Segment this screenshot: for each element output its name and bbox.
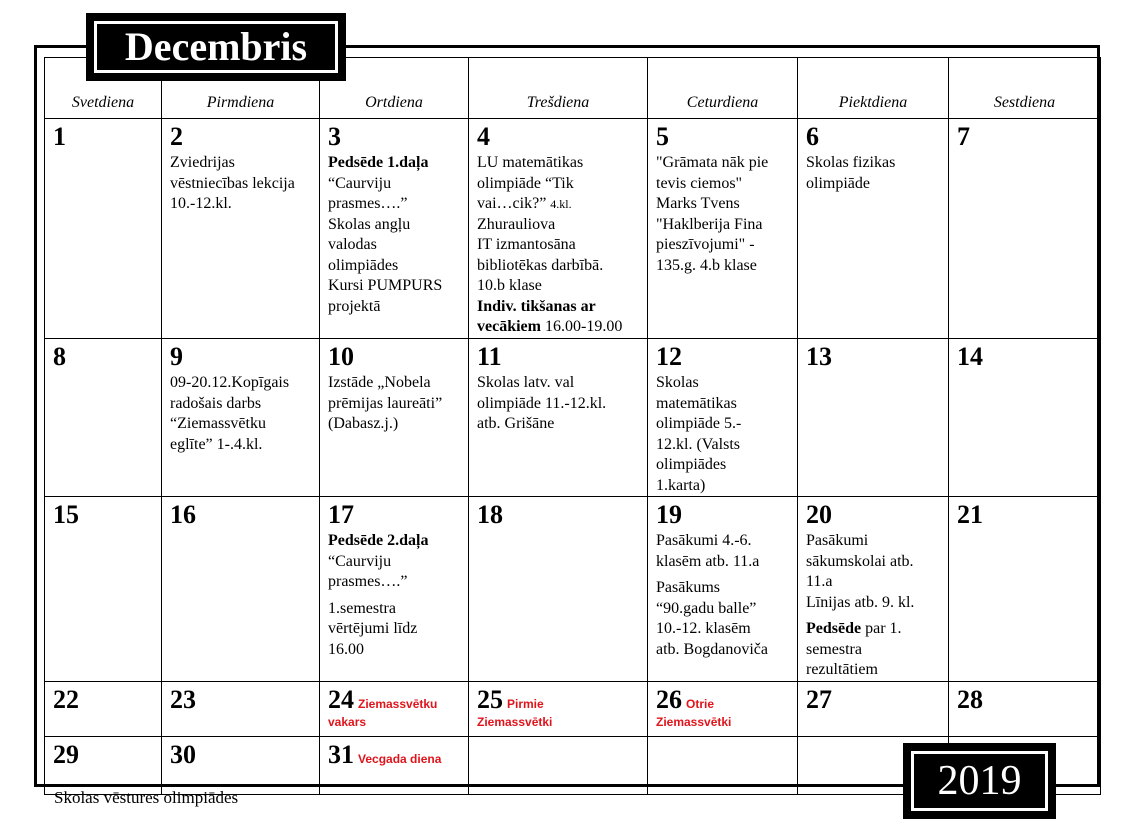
event-text: Pasākumi 4.-6.	[656, 532, 752, 549]
event-text: klasēm atb. 11.a	[656, 552, 760, 570]
event-text: 135.g. 4.b klase	[656, 256, 757, 274]
event-text: semestra	[806, 640, 862, 658]
day-cell-12	[648, 339, 798, 497]
day-number: 26	[656, 684, 682, 714]
weekday-tuesday: Ortdiena	[320, 58, 469, 119]
event-text: "Grāmata nāk pie	[656, 154, 769, 171]
event-text: projektā	[328, 297, 381, 315]
day-cell-3	[320, 119, 469, 339]
event-text: Zviedrijas	[170, 154, 235, 171]
event-text: olimpiāde	[806, 174, 870, 192]
day-cell-9	[162, 339, 320, 497]
day-number: 30	[170, 739, 196, 769]
day-cell-28	[949, 681, 1101, 736]
event-text: “Caurviju	[328, 552, 392, 570]
weekday-thursday: Ceturdiena	[648, 58, 798, 119]
week-row-1	[45, 119, 1101, 339]
event-text: tevis ciemos"	[656, 174, 743, 192]
day-number: 12	[656, 342, 682, 371]
day-number: 25	[477, 684, 503, 714]
event-text: bibliotēkas darbībā.	[477, 256, 604, 274]
day-number: 15	[53, 500, 79, 529]
day-number: 3	[328, 122, 341, 151]
event-text: Pasākumi	[806, 532, 869, 549]
day-cell-2	[162, 119, 320, 339]
day-number: 9	[170, 342, 183, 371]
weekday-wednesday: Trešdiena	[469, 58, 648, 119]
day-number: 13	[806, 342, 832, 371]
day-number: 22	[53, 684, 79, 714]
event-title: Pedsēde 1.daļa	[328, 154, 429, 171]
day-number: 1	[53, 122, 66, 151]
event-text: Zhurauliova	[477, 215, 556, 233]
day-cell-21	[949, 497, 1101, 682]
event-text: Skolas	[656, 374, 699, 391]
event-text: atb. Bogdanoviča	[656, 640, 768, 658]
day-number: 18	[477, 500, 503, 529]
day-cell-29	[45, 736, 162, 794]
event-text: IT izmantosāna	[477, 236, 576, 253]
week-row-2	[45, 339, 1101, 497]
event-text: vai…cik?” 4.kl.	[477, 195, 572, 212]
day-cell-31	[320, 736, 469, 794]
holiday-label: vakars	[328, 715, 367, 729]
event-text: eglīte” 1-.4.kl.	[170, 435, 263, 453]
event-text: valodas	[328, 236, 377, 253]
event-text: Skolas latv. val	[477, 374, 575, 391]
event-text: radošais darbs	[170, 394, 262, 412]
day-cell-20	[798, 497, 949, 682]
day-cell-5	[648, 119, 798, 339]
day-number: 24	[328, 684, 354, 714]
event-text: 12.kl. (Valsts	[656, 435, 740, 453]
week-row-4	[45, 681, 1101, 736]
event-text: olimpiāde 11.-12.kl.	[477, 394, 607, 412]
day-cell-13	[798, 339, 949, 497]
event-title: Indiv. tikšanas ar	[477, 297, 596, 315]
event-text: “90.gadu balle”	[656, 599, 757, 617]
day-number: 17	[328, 500, 354, 529]
event-text: Skolas fizikas	[806, 154, 896, 171]
event-text: 1.karta)	[656, 476, 706, 494]
holiday-label: Vecgada diena	[358, 751, 442, 766]
day-number: 16	[170, 500, 196, 529]
day-cell-16	[162, 497, 320, 682]
event-text: rezultātiem	[806, 661, 878, 678]
day-number: 5	[656, 122, 669, 151]
event-text: LU matemātikas	[477, 154, 584, 171]
event-text: atb. Grišāne	[477, 415, 555, 432]
day-number: 14	[957, 342, 983, 371]
day-cell-8	[45, 339, 162, 497]
event-text: olimpiādes	[656, 456, 727, 473]
holiday-label: Ziemassvētki	[656, 715, 732, 729]
event-text: pieszīvojumi" -	[656, 236, 755, 253]
day-number: 21	[957, 500, 983, 529]
day-cell-19	[648, 497, 798, 682]
day-number: 11	[477, 342, 502, 371]
holiday-label: Ziemassvētku	[358, 696, 438, 711]
event-text: 1.semestra	[328, 599, 396, 617]
holiday-label: Otrie	[686, 696, 715, 711]
event-text: sākumskolai atb.	[806, 552, 914, 570]
event-text: olimpiāde “Tik	[477, 174, 574, 192]
event-text: “Ziemassvētku	[170, 415, 266, 432]
event-text: prēmijas laureāti”	[328, 394, 443, 412]
day-number: 6	[806, 122, 819, 151]
event-text: Pasākums	[656, 579, 720, 596]
event-text: prasmes….”	[328, 195, 408, 212]
event-text: olimpiādes	[328, 256, 399, 274]
day-cell-23	[162, 681, 320, 736]
day-number: 27	[806, 684, 832, 714]
day-number: 23	[170, 684, 196, 714]
day-number: 4	[477, 122, 490, 151]
year-box	[903, 743, 1056, 819]
event-text: matemātikas	[656, 394, 737, 412]
month-title: Decembris	[97, 24, 335, 70]
day-cell-24	[320, 681, 469, 736]
day-cell-27	[798, 681, 949, 736]
day-cell-17	[320, 497, 469, 682]
day-number: 7	[957, 122, 970, 151]
week-row-3	[45, 497, 1101, 682]
event-text: Kursi PUMPURS	[328, 277, 443, 294]
event-text: 11.a	[806, 573, 833, 590]
event-text: vērtējumi līdz	[328, 620, 418, 637]
day-number: 31	[328, 739, 354, 769]
empty-cell	[469, 736, 648, 794]
weekday-saturday: Sestdiena	[949, 58, 1101, 119]
event-text: "Haklberija Fina	[656, 215, 763, 233]
event-text: (Dabasz.j.)	[328, 415, 399, 432]
day-cell-25	[469, 681, 648, 736]
event-text: “Caurviju	[328, 174, 392, 192]
day-cell-4	[469, 119, 648, 339]
day-cell-1	[45, 119, 162, 339]
event-text: Skolas angļu	[328, 215, 411, 233]
event-text: prasmes….”	[328, 573, 408, 590]
holiday-label: Ziemassvētki	[477, 715, 553, 729]
day-cell-15	[45, 497, 162, 682]
day-cell-6	[798, 119, 949, 339]
day-cell-22	[45, 681, 162, 736]
weekday-sunday: Svetdiena	[45, 58, 162, 119]
event-text: Pedsēde par 1.	[806, 620, 902, 637]
day-number: 28	[957, 684, 983, 714]
event-text: Marks Tvens	[656, 195, 740, 212]
footer-note: Skolas vēstures olimpiādes	[54, 788, 239, 807]
year-label: 2019	[914, 754, 1045, 808]
day-cell-11	[469, 339, 648, 497]
day-cell-18	[469, 497, 648, 682]
day-number: 8	[53, 342, 66, 371]
weekday-monday: Pirmdiena	[162, 58, 320, 119]
empty-cell	[648, 736, 798, 794]
day-number: 29	[53, 739, 79, 769]
day-number: 20	[806, 500, 832, 529]
event-text: 09-20.12.Kopīgais	[170, 374, 290, 391]
day-cell-26	[648, 681, 798, 736]
day-number: 10	[328, 342, 354, 371]
month-title-box	[86, 13, 346, 81]
event-text: vecākiem 16.00-19.00	[477, 318, 623, 335]
event-text: 10.-12. klasēm	[656, 620, 751, 637]
calendar-grid	[44, 57, 1101, 795]
event-text: Līnijas atb. 9. kl.	[806, 593, 915, 611]
event-text: vēstniecības lekcija	[170, 174, 295, 192]
weekday-friday: Piektdiena	[798, 58, 949, 119]
day-cell-10	[320, 339, 469, 497]
day-cell-7	[949, 119, 1101, 339]
event-text: 16.00	[328, 640, 364, 658]
day-number: 2	[170, 122, 183, 151]
event-title: Pedsēde 2.daļa	[328, 532, 429, 549]
day-cell-14	[949, 339, 1101, 497]
event-text: olimpiāde 5.-	[656, 415, 742, 432]
event-text: Izstāde „Nobela	[328, 374, 431, 391]
day-cell-30	[162, 736, 320, 794]
event-text: 10.-12.kl.	[170, 195, 232, 212]
holiday-label: Pirmie	[507, 696, 544, 711]
event-text: 10.b klase	[477, 277, 542, 294]
day-number: 19	[656, 500, 682, 529]
